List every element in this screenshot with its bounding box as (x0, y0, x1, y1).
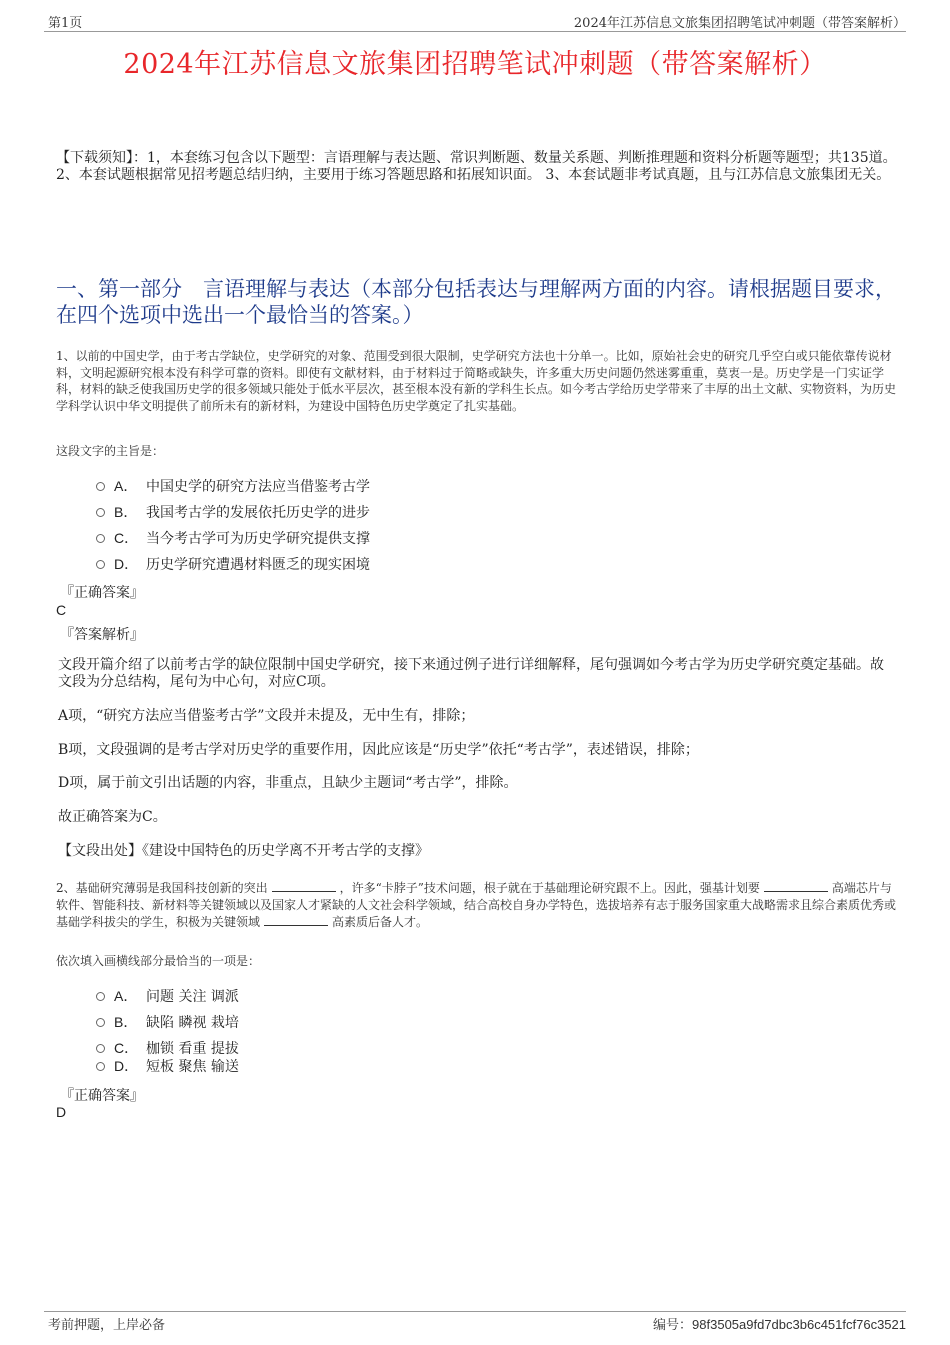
option-letter: A． (114, 478, 138, 494)
question-2-prompt: 依次填入画横线部分最恰当的一项是： (56, 954, 261, 968)
question-1-answer: C (56, 602, 67, 618)
question-2-text: 2、基础研究薄弱是我国科技创新的突出 ，许多“卡脖子”技术问题，根子就在于基础理论研究跟不上。因此，强基计划要 高端芯片与软件、智能科技、新材料等关键领域以及国家人才紧缺的人文社会科学领域，结合高校自身办学特色，选拔培养有志于服务国家重大战略需求且综合素质优秀或基础学科拔尖的学生，积极为关键领域 高素质后备人才。 (56, 881, 897, 929)
option-text: 中国史学的研究方法应当借鉴考古学 (146, 479, 370, 495)
footer-divider (44, 1311, 906, 1312)
option-letter: D． (114, 556, 139, 572)
option-letter: B． (114, 504, 138, 520)
download-notice: 【下载须知】：1，本套练习包含以下题型：言语理解与表达题、常识判断题、数量关系题、判断推理题和资料分析题等题型；共135道。 2、本套试题根据常见招考题总结归纳，主要用于练习答题思路和拓展知识面。 3、本套试题非考试真题，且与江苏信息文旅集团无关。 (56, 150, 897, 183)
question-1-option-b[interactable] (96, 502, 370, 522)
section-title: 一、第一部分 言语理解与表达（本部分包括表达与理解两方面的内容。请根据题目要求，在四个选项中选出一个最恰当的答案。） (56, 277, 896, 327)
option-letter: C． (114, 1040, 139, 1056)
radio-icon[interactable] (96, 1044, 105, 1053)
header-divider (44, 31, 906, 32)
question-1-analysis-summary: 文段开篇介绍了以前考古学的缺位限制中国史学研究，接下来通过例子进行详细解释，尾句强调如今考古学为历史学研究奠定基础。故文段为分总结构，尾句为中心句，对应C项。 (58, 657, 884, 690)
header-page-number: 第1页 (48, 16, 83, 31)
question-2-option-a[interactable] (96, 986, 239, 1006)
option-text: 我国考古学的发展依托历史学的进步 (146, 505, 370, 521)
question-1-answer-label: 『正确答案』 (60, 585, 144, 601)
option-text: 缺陷 瞵视 栽培 (146, 1015, 239, 1031)
question-2-option-d[interactable] (96, 1056, 239, 1076)
fill-blank (264, 913, 328, 926)
option-letter: B． (114, 1014, 138, 1030)
question-2-answer-label: 『正确答案』 (60, 1088, 144, 1104)
question-1-analysis-conclusion: 故正确答案为C。 (58, 809, 167, 825)
question-2-answer: D (56, 1104, 67, 1120)
radio-icon[interactable] (96, 508, 105, 517)
header-doc-title: 2024年江苏信息文旅集团招聘笔试冲刺题（带答案解析） (573, 16, 906, 31)
question-1-analysis-a: A项，“研究方法应当借鉴考古学”文段并未提及，无中生有，排除； (58, 708, 475, 724)
question-1-text: 1、以前的中国史学，由于考古学缺位，史学研究的对象、范围受到很大限制，史学研究方法也十分单一。比如，原始社会史的研究几乎空白或只能依靠传说材料，文明起源研究根本没有科学可靠的资料。即使有文献材料，由于材料过于简略或缺失，许多重大历史问题仍然迷雾重重，莫衷一是。历史学是一门实证学科，材料的缺乏使我国历史学的很多领域只能处于低水平层次，甚至根本没有新的学科生长点。如今考古学给历史学带来了丰厚的出土文献、实物资料，为历史学科学认识中华文明提供了前所未有的新材料，为建设中国特色历史学奠定了扎实基础。 (56, 349, 897, 413)
radio-icon[interactable] (96, 1062, 105, 1071)
option-text: 枷锁 看重 提拔 (146, 1041, 239, 1057)
question-2-option-c[interactable] (96, 1038, 239, 1058)
question-1-analysis-d: D项，属于前文引出话题的内容，非重点，且缺少主题词“考古学”，排除。 (58, 775, 518, 791)
question-2-option-b[interactable] (96, 1012, 239, 1032)
option-text: 问题 关注 调派 (146, 989, 239, 1005)
footer-document-id: 编号：98f3505a9fd7dbc3b6c451fcf76c3521 (653, 1317, 906, 1332)
question-1-prompt: 这段文字的主旨是： (56, 444, 165, 458)
question-1-analysis-b: B项，文段强调的是考古学对历史学的重要作用，因此应该是“历史学”依托“考古学”，表述错误，排除； (58, 742, 699, 758)
fill-blank (272, 879, 336, 892)
question-1-option-a[interactable] (96, 476, 370, 496)
option-letter: D． (114, 1058, 139, 1074)
page-title: 2024年江苏信息文旅集团招聘笔试冲刺题（带答案解析） (123, 49, 827, 80)
radio-icon[interactable] (96, 560, 105, 569)
option-text: 当今考古学可为历史学研究提供支撑 (146, 531, 370, 547)
radio-icon[interactable] (96, 482, 105, 491)
option-text: 历史学研究遭遇材料匮乏的现实困境 (146, 557, 370, 573)
footer-slogan: 考前押题，上岸必备 (48, 1318, 166, 1333)
radio-icon[interactable] (96, 1018, 105, 1027)
fill-blank (764, 879, 828, 892)
radio-icon[interactable] (96, 992, 105, 1001)
question-1-option-d[interactable] (96, 554, 370, 574)
question-1-analysis-label: 『答案解析』 (60, 627, 144, 643)
radio-icon[interactable] (96, 534, 105, 543)
option-letter: C． (114, 530, 139, 546)
option-letter: A． (114, 988, 138, 1004)
question-1-source: 【文段出处】《建设中国特色的历史学离不开考古学的支撑》 (58, 843, 429, 859)
option-text: 短板 聚焦 输送 (146, 1059, 239, 1075)
question-1-option-c[interactable] (96, 528, 370, 548)
